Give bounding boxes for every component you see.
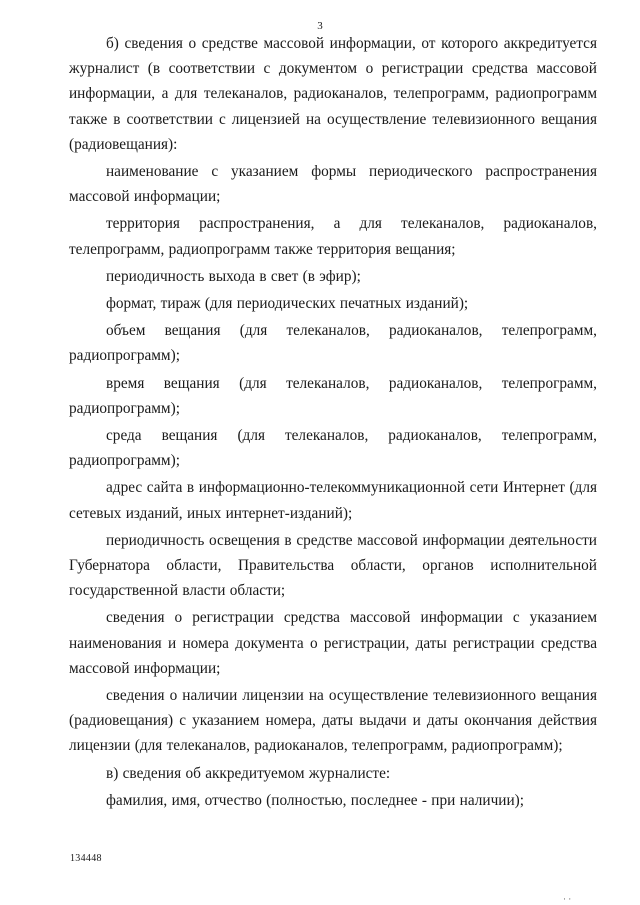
page-number: 3 [317,20,323,32]
paragraph-website: адрес сайта в информационно-телекоммуникационной сети Интернет (для сетевых изданий, иных интернет-изданий); [69,479,597,522]
document-code: 134448 [70,853,102,864]
document-body [69,31,597,813]
paragraph-full-name: фамилия, имя, отчество (полностью, последнее - при наличии); [106,791,524,809]
paragraph-broadcast-volume: объем вещания (для телеканалов, радиоканалов, телепрограмм, радиопрограмм); [69,322,597,365]
paragraph-registration: сведения о регистрации средства массовой информации с указанием наименования и номера документа о регистрации, даты регистрации средства массовой информации; [69,609,597,677]
paragraph-coverage-frequency: периодичность освещения в средстве массовой информации деятельности Губернатора области, Правительства области, органов исполнительной государственной власти области; [69,531,597,600]
paragraph-section-b: б) сведения о средстве массовой информации, от которого аккредитуется журналист (в соответствии с документом о регистрации средства массовой информации, а для телеканалов, радиоканалов, телепрограмм, радиопрограмм также в соответствии с лицензией на осуществление телевизионного вещания (радиовещания): [69,35,597,153]
paragraph-name: наименование с указанием формы периодического распространения массовой информации; [69,163,597,206]
scan-marks: · · [563,894,572,904]
paragraph-territory: территория распространения, а для телеканалов, радиоканалов, телепрограмм, радиопрограмм также территория вещания; [69,215,597,258]
paragraph-broadcast-time: время вещания (для телеканалов, радиоканалов, телепрограмм, радиопрограмм); [69,374,597,417]
paragraph-license: сведения о наличии лицензии на осуществление телевизионного вещания (радиовещания) с указанием номера, даты выдачи и даты окончания действия лицензии (для телеканалов, радиоканалов, телепрограмм, радиопрограмм); [69,687,597,755]
paragraph-broadcast-medium: среда вещания (для телеканалов, радиоканалов, телепрограмм, радиопрограмм); [69,427,597,470]
paragraph-format: формат, тираж (для периодических печатных изданий); [106,295,469,313]
paragraph-periodicity: периодичность выхода в свет (в эфир); [106,267,361,285]
paragraph-section-c: в) сведения об аккредитуемом журналисте: [106,764,391,782]
